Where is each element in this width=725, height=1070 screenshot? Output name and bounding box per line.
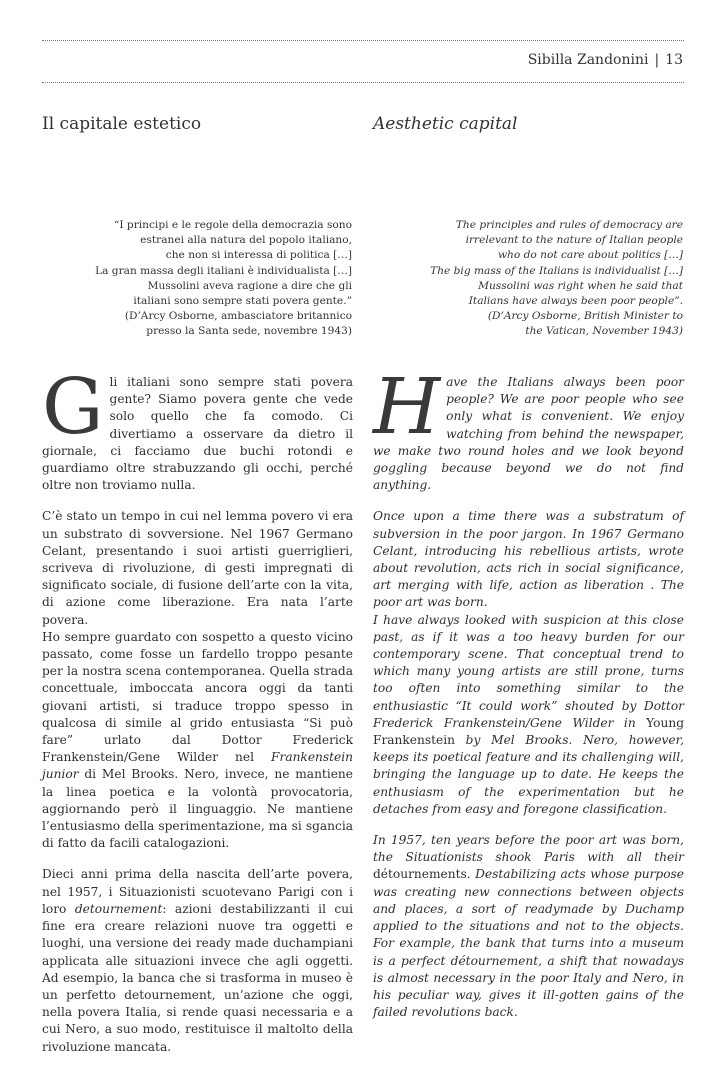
english-paragraph-3: I have always looked with suspicion at this close past, as if it was a too heavy burden for our contemporary scene. That conceptual trend to which many young artists are still prone, turns too often into something similar to the enthusiastic “It could work” shouted by Dottor Frederick Frankenstein/Gene Wilder in Young Frankenstein by Mel Brooks. Nero, however, keeps its poetical feature and its challenging will, bringing the language up to date. He keeps the enthusiasm of the experimentation but he detaches from easy and foregone classification. (373, 612, 684, 816)
italian-paragraph-3: Ho sempre guardato con sospetto a questo vicino passato, come fosse un fardello troppo pesante per la nostra scena contemporanea. Quella strada concettuale, imboccata ancora oggi da tanti giovani artisti, si traduce troppo spesso in qualcosa di simile al grido entusiasta “Si può fare” urlato dal Dottor Frederick Frankenstein/Gene Wilder nel Frankenstein junior di Mel Brooks. Nero, invece, ne mantiene la linea poetica e la volontà provocatoria, aggiornando però il linguaggio. Ne mantiene l’entusiasmo della sperimentazione, ma si sgancia di fatto da facili catalogazioni. (42, 629, 353, 851)
epigraph-line: La gran massa degli italiani è individualista […] (95, 264, 352, 277)
epigraph-line: “I principi e le regole della democrazia sono (113, 219, 352, 231)
epigraph-line: italiani sono sempre stati povera gente.” (133, 295, 352, 308)
italian-title: Il capitale estetico (42, 114, 202, 134)
epigraph-line: irrelevant to the nature of Italian people (465, 234, 683, 247)
epigraph-line: Italians have always been poor people”. (468, 295, 683, 308)
header-top-divider (42, 40, 684, 41)
running-header (528, 52, 683, 68)
english-paragraph-4: In 1957, ten years before the poor art was born, the Situationists shook Paris with all their détournements. Destabilizing acts whose purpose was creating new connections between objects and places, a sort of readymade by Duchamp applied to the situations and not to the objects. For example, the bank that turns into a museum is a perfect détournement, a shift that nowadays is almost necessary in the poor Italy and Nero, in his peculiar way, gives it ill-gotten gains of the failed revolutions back. (373, 833, 684, 1020)
header-separator: | (654, 52, 660, 68)
page-number: 13 (665, 52, 683, 68)
epigraph-line: The big mass of the Italians is individualist […] (430, 264, 683, 277)
epigraph-attribution: the Vatican, November 1943) (525, 325, 683, 338)
english-epigraph (373, 218, 683, 340)
italian-paragraph-1: Gli italiani sono sempre stati povera gente? Siamo povera gente che vede solo quello che fa comodo. Ci divertiamo a osservare da dietro il giornale, ci facciamo due buchi rotondi e guardiamo oltre strabuzzando gli occhi, perché oltre non troviamo nulla. (42, 363, 353, 493)
english-title: Aesthetic capital (373, 114, 518, 134)
italian-body (42, 363, 353, 1070)
term-detournement: detournement (74, 901, 163, 916)
english-paragraph-1: Have the Italians always been poor people? We are poor people who see only what is convenient. We enjoy watching from behind the newspaper, we make two round holes and we look beyond goggling because beyond we do not find anything. (373, 363, 684, 493)
italian-paragraph-2: C’è stato un tempo in cui nel lemma povero vi era un substrato di sovversione. Nel 1967 Germano Celant, presentando i suoi artisti guerriglieri, scriveva di rivoluzione, di gesti impregnati di significato sociale, di fusione dell’arte con la vita, di azione come liberazione. Era nata l’arte povera. (42, 509, 353, 627)
epigraph-attribution: presso la Santa sede, novembre 1943) (146, 325, 352, 338)
epigraph-line: che non si interessa di politica […] (165, 249, 352, 262)
english-dropcap: H (373, 363, 441, 452)
epigraph-line: Mussolini aveva ragione a dire che gli (147, 279, 352, 292)
english-body (373, 363, 684, 1035)
epigraph-line: The principles and rules of democracy are (455, 219, 683, 231)
epigraph-line: Mussolini was right when he said that (478, 279, 683, 292)
epigraph-attribution: (D’Arcy Osborne, British Minister to (487, 310, 683, 323)
italian-dropcap: G (42, 363, 104, 452)
author-name: Sibilla Zandonini (527, 52, 649, 68)
term-detournements: détournements (373, 867, 467, 882)
epigraph-attribution: (D’Arcy Osborne, ambasciatore britannico (124, 310, 352, 323)
english-paragraph-2: Once upon a time there was a substratum of subversion in the poor jargon. In 1967 Germano Celant, introducing his rebellious artists, wrote about revolution, acts rich in social significance, art merging with life, action as liberation . The poor art was born. (373, 509, 684, 610)
epigraph-line: estranei alla natura del popolo italiano, (140, 234, 352, 247)
header-bottom-divider (42, 82, 684, 83)
italian-epigraph (42, 218, 352, 340)
epigraph-line: who do not care about politics […] (497, 249, 683, 262)
film-title: Young Frankenstein (373, 715, 684, 748)
film-title: Frankenstein junior (42, 750, 353, 782)
italian-paragraph-4: Dieci anni prima della nascita dell’arte povera, nel 1957, i Situazionisti scuotevano Parigi con i loro detournement: azioni destabilizzanti il cui fine era creare relazioni nuove tra oggetti e luoghi, una versione dei ready made duchampiani applicata alle situazioni invece che agli oggetti. Ad esempio, la banca che si trasforma in museo è un perfetto detournement, un’azione che oggi, nella povera Italia, si rende quasi necessaria e a cui Nero, a suo modo, restituisce il maltolto della rivoluzione mancata. (42, 867, 353, 1054)
